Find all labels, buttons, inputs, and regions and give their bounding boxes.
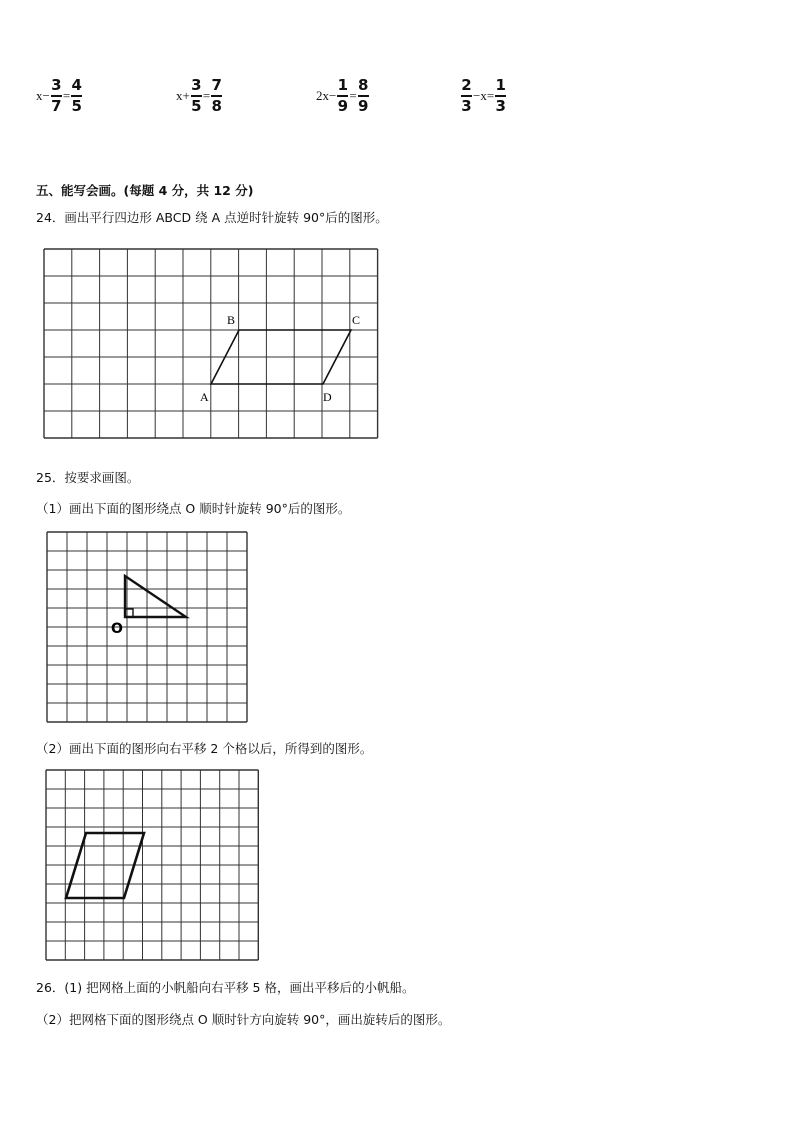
vertex-label-d: D	[323, 390, 332, 404]
denominator: 5	[191, 96, 202, 115]
denominator: 7	[51, 96, 62, 115]
denominator: 5	[71, 96, 82, 115]
question-26-part2: （2）把网格下面的图形绕点 O 顺时针方向旋转 90°，画出旋转后的图形。	[36, 1012, 451, 1027]
numerator: 2	[461, 76, 472, 95]
equation-lead: x+	[176, 88, 190, 103]
numerator: 1	[337, 76, 349, 95]
numerator: 1	[495, 76, 506, 95]
question-26-part1: 26．(1) 把网格上面的小帆船向右平移 5 格，画出平移后的小帆船。	[36, 980, 415, 995]
denominator: 9	[357, 96, 369, 115]
question-24-text: 24．画出平行四边形 ABCD 绕 A 点逆时针旋转 90°后的图形。	[36, 210, 388, 225]
q25-grid-2	[46, 770, 258, 960]
point-o-label: O	[111, 621, 123, 637]
denominator: 9	[337, 96, 349, 115]
question-25-text: 25．按要求画图。	[36, 470, 140, 485]
equation-operator: =	[349, 88, 357, 103]
numerator: 3	[51, 76, 62, 95]
equation-operator: −x=	[473, 88, 495, 103]
numerator: 4	[71, 76, 82, 95]
vertex-label-a: A	[200, 390, 209, 404]
denominator: 8	[211, 96, 222, 115]
denominator: 3	[461, 96, 472, 115]
numerator: 3	[191, 76, 202, 95]
section-title: 五、能写会画。(每题 4 分，共 12 分)	[36, 183, 254, 198]
question-25-part2: （2）画出下面的图形向右平移 2 个格以后，所得到的图形。	[36, 741, 373, 756]
denominator: 3	[495, 96, 506, 115]
numerator: 8	[357, 76, 369, 95]
numerator: 7	[211, 76, 222, 95]
equation-operator: =	[202, 88, 211, 103]
vertex-label-b: B	[227, 313, 236, 327]
equation-operator: =	[62, 88, 71, 103]
question-25-part1: （1）画出下面的图形绕点 O 顺时针旋转 90°后的图形。	[36, 501, 351, 516]
equation-lead: x−	[36, 88, 50, 103]
vertex-label-c: C	[352, 313, 361, 327]
equation-lead: 2x−	[316, 88, 337, 103]
